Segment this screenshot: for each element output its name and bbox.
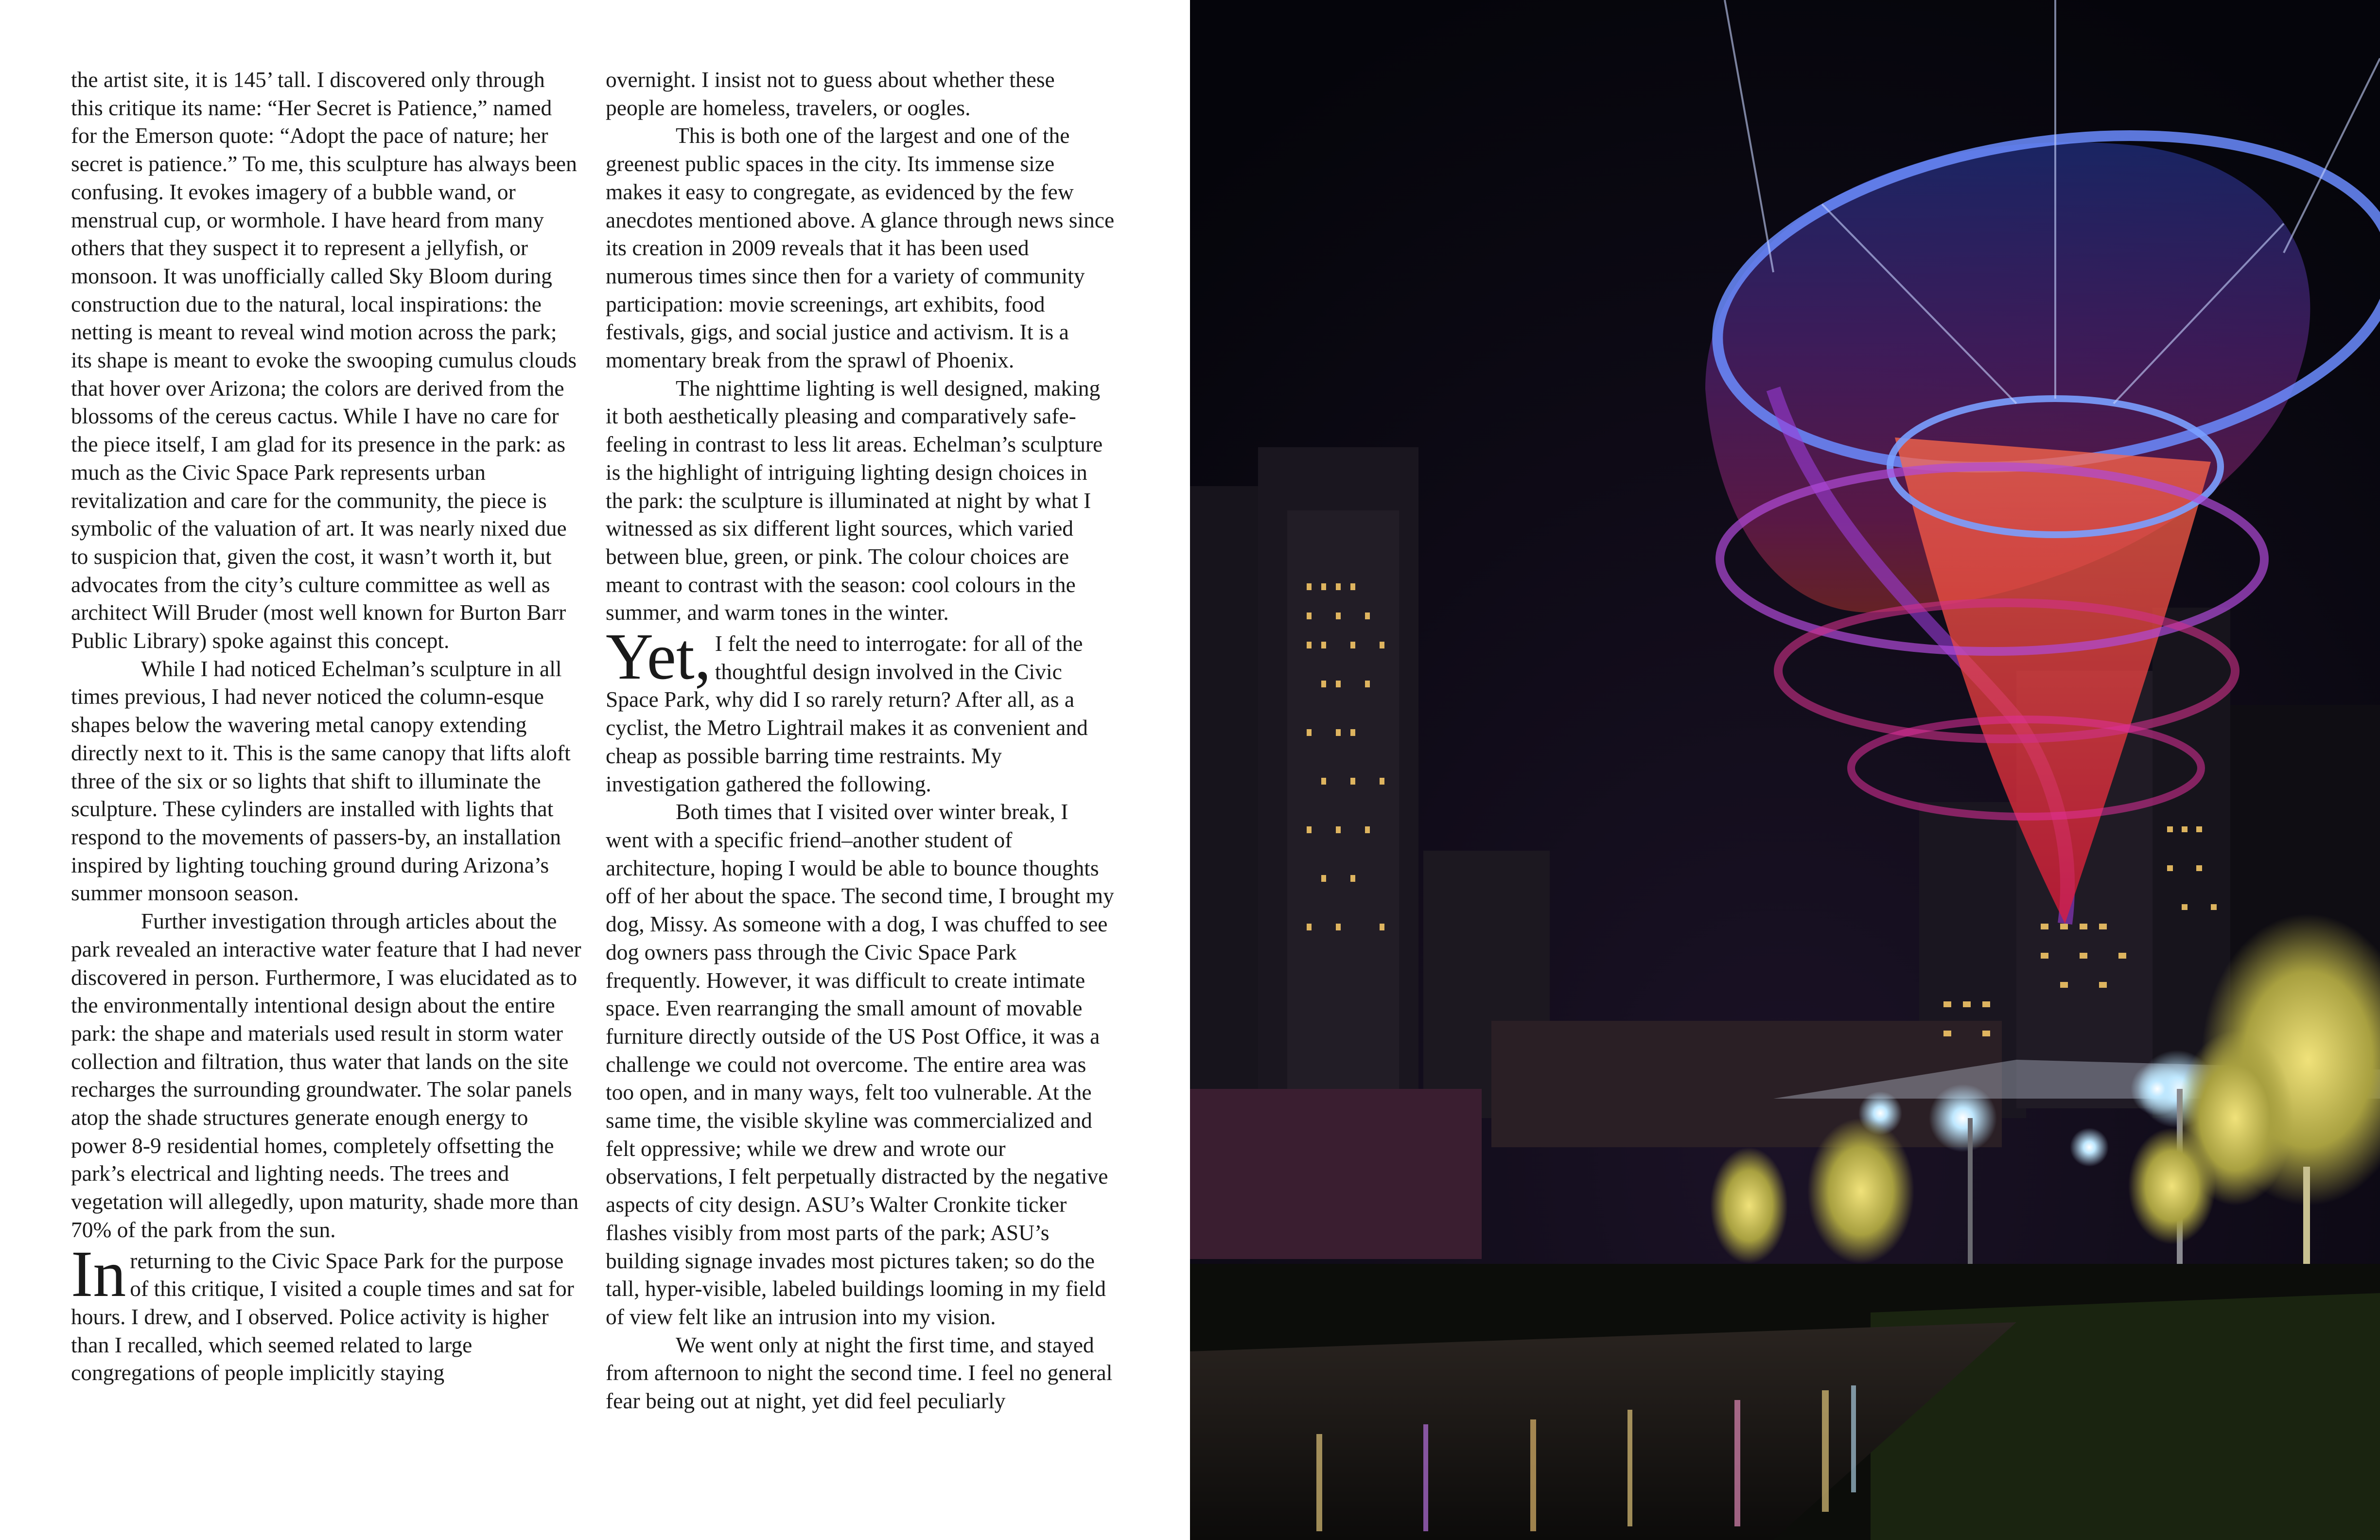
drop-cap: In	[71, 1237, 126, 1311]
text-column-2	[606, 66, 1116, 1415]
sculpture-night-photo	[1190, 0, 2380, 1540]
paragraph-dropcap	[606, 620, 1116, 798]
photo-illustration	[1190, 0, 2380, 1540]
paragraph: Further investigation through articles about the park revealed an interactive water feature that I had never discovered in person. Furthermore, I was elucidated as to the environmentally intentional design about the entire park: the shape and materials used result in storm water collection and filtration, thus water that lands on the site recharges the surrounding groundwater. The solar panels atop the shade structures generate enough energy to power 8-9 residential homes, completely offsetting the park’s electrical and lighting needs. The trees and vegetation will allegedly, upon maturity, shade more than 70% of the park from the sun.	[71, 909, 581, 1242]
paragraph: Both times that I visited over winter break, I went with a specific friend–another student of architecture, hoping I would be able to bounce thoughts off of her about the space. The second time, I brought my dog, Missy. As someone with a dog, I was chuffed to see dog owners pass through the Civic Space Park frequently. However, it was difficult to create intimate space. Even rearranging the small amount of movable furniture directly outside of the US Post Office, it was a challenge we could not overcome. The entire area was too open, and in many ways, felt too vulnerable. At the same time, the visible skyline was commercialized and felt oppressive; while we drew and wrote our observations, I felt perpetually distracted by the negative aspects of city design. ASU’s Walter Cronkite ticker flashes visibly from most parts of the park; ASU’s building signage invades most pictures taken; so do the tall, hyper-visible, labeled buildings looming in my field of view felt like an intrusion into my vision.	[606, 799, 1114, 1329]
paragraph: the artist site, it is 145’ tall. I discovered only through this critique its name: “Her Secret is Patience,” named for the Emerson quote: “Adopt the pace of nature; her secret is patience.” To me, this sculpture has always been confusing. It evokes imagery of a bubble wand, or menstrual cup, or wormhole. I have heard from many others that they suspect it to represent a jellyfish, or monsoon. It was unofficially called Sky Bloom during construction due to the natural, local inspirations: the netting is meant to reveal wind motion across the park; its shape is meant to evoke the swooping cumulus clouds that hover over Arizona; the colors are derived from the blossoms of the cereus cactus. While I have no care for the piece itself, I am glad for its presence in the park: as much as the Civic Space Park represents urban revitalization and care for the community, the piece is symbolic of the valuation of art. It was nearly nixed due to suspicion that, given the cost, it wasn’t worth it, but advocates from the city’s culture committee as well as architect Will Bruder (most well known for Burton Barr Public Library) spoke against this concept.	[71, 67, 577, 653]
text-column-1	[71, 66, 581, 1387]
paragraph: This is both one of the largest and one of the greenest public spaces in the city. Its immense size makes it easy to congregate, as evidenced by the few anecdotes mentioned above. A glance through news since its creation in 2009 reveals that it has been used numerous times since then for a variety of community participation: movie screenings, art exhibits, food festivals, gigs, and social justice and activism. It is a momentary break from the sprawl of Phoenix.	[606, 123, 1115, 373]
paragraph-text: returning to the Civic Space Park for the purpose of this critique, I visited a couple times and sat for hours. I drew, and I observed. Police activity is higher than I recalled, which seemed related to large congregations of people implicitly staying	[71, 1248, 574, 1385]
paragraph: The nighttime lighting is well designed, making it both aesthetically pleasing and comparatively safe-feeling in contrast to less lit areas. Echelman’s sculpture is the highlight of intriguing lighting design choices in the park: the sculpture is illuminated at night by what I witnessed as six different light sources, which varied between blue, green, or pink. The colour choices are meant to contrast with the season: cool colours in the summer, and warm tones in the winter.	[606, 375, 1103, 625]
drop-cap: Yet,	[606, 620, 711, 694]
paragraph: We went only at night the first time, and stayed from afternoon to night the second time. I feel no general fear being out at night, yet did feel peculiarly	[606, 1332, 1113, 1414]
paragraph-text: I felt the need to interrogate: for all of the thoughtful design involved in the Civic Space Park, why did I so rarely return? After all, as a cyclist, the Metro Lightrail makes it as convenient and cheap as possible barring time restraints. My investigation gathered the following.	[606, 631, 1088, 796]
paragraph: overnight. I insist not to guess about whether these people are homeless, travelers, or oogles.	[606, 67, 1055, 120]
paragraph: While I had noticed Echelman’s sculpture in all times previous, I had never noticed the column-esque shapes below the wavering metal canopy extending directly next to it. This is the same canopy that lifts aloft three of the six or so lights that shift to illuminate the sculpture. These cylinders are installed with lights that respond to the movements of passers-by, an installation inspired by lighting touching ground during Arizona’s summer monsoon season.	[71, 656, 571, 906]
paragraph-dropcap	[71, 1237, 581, 1387]
